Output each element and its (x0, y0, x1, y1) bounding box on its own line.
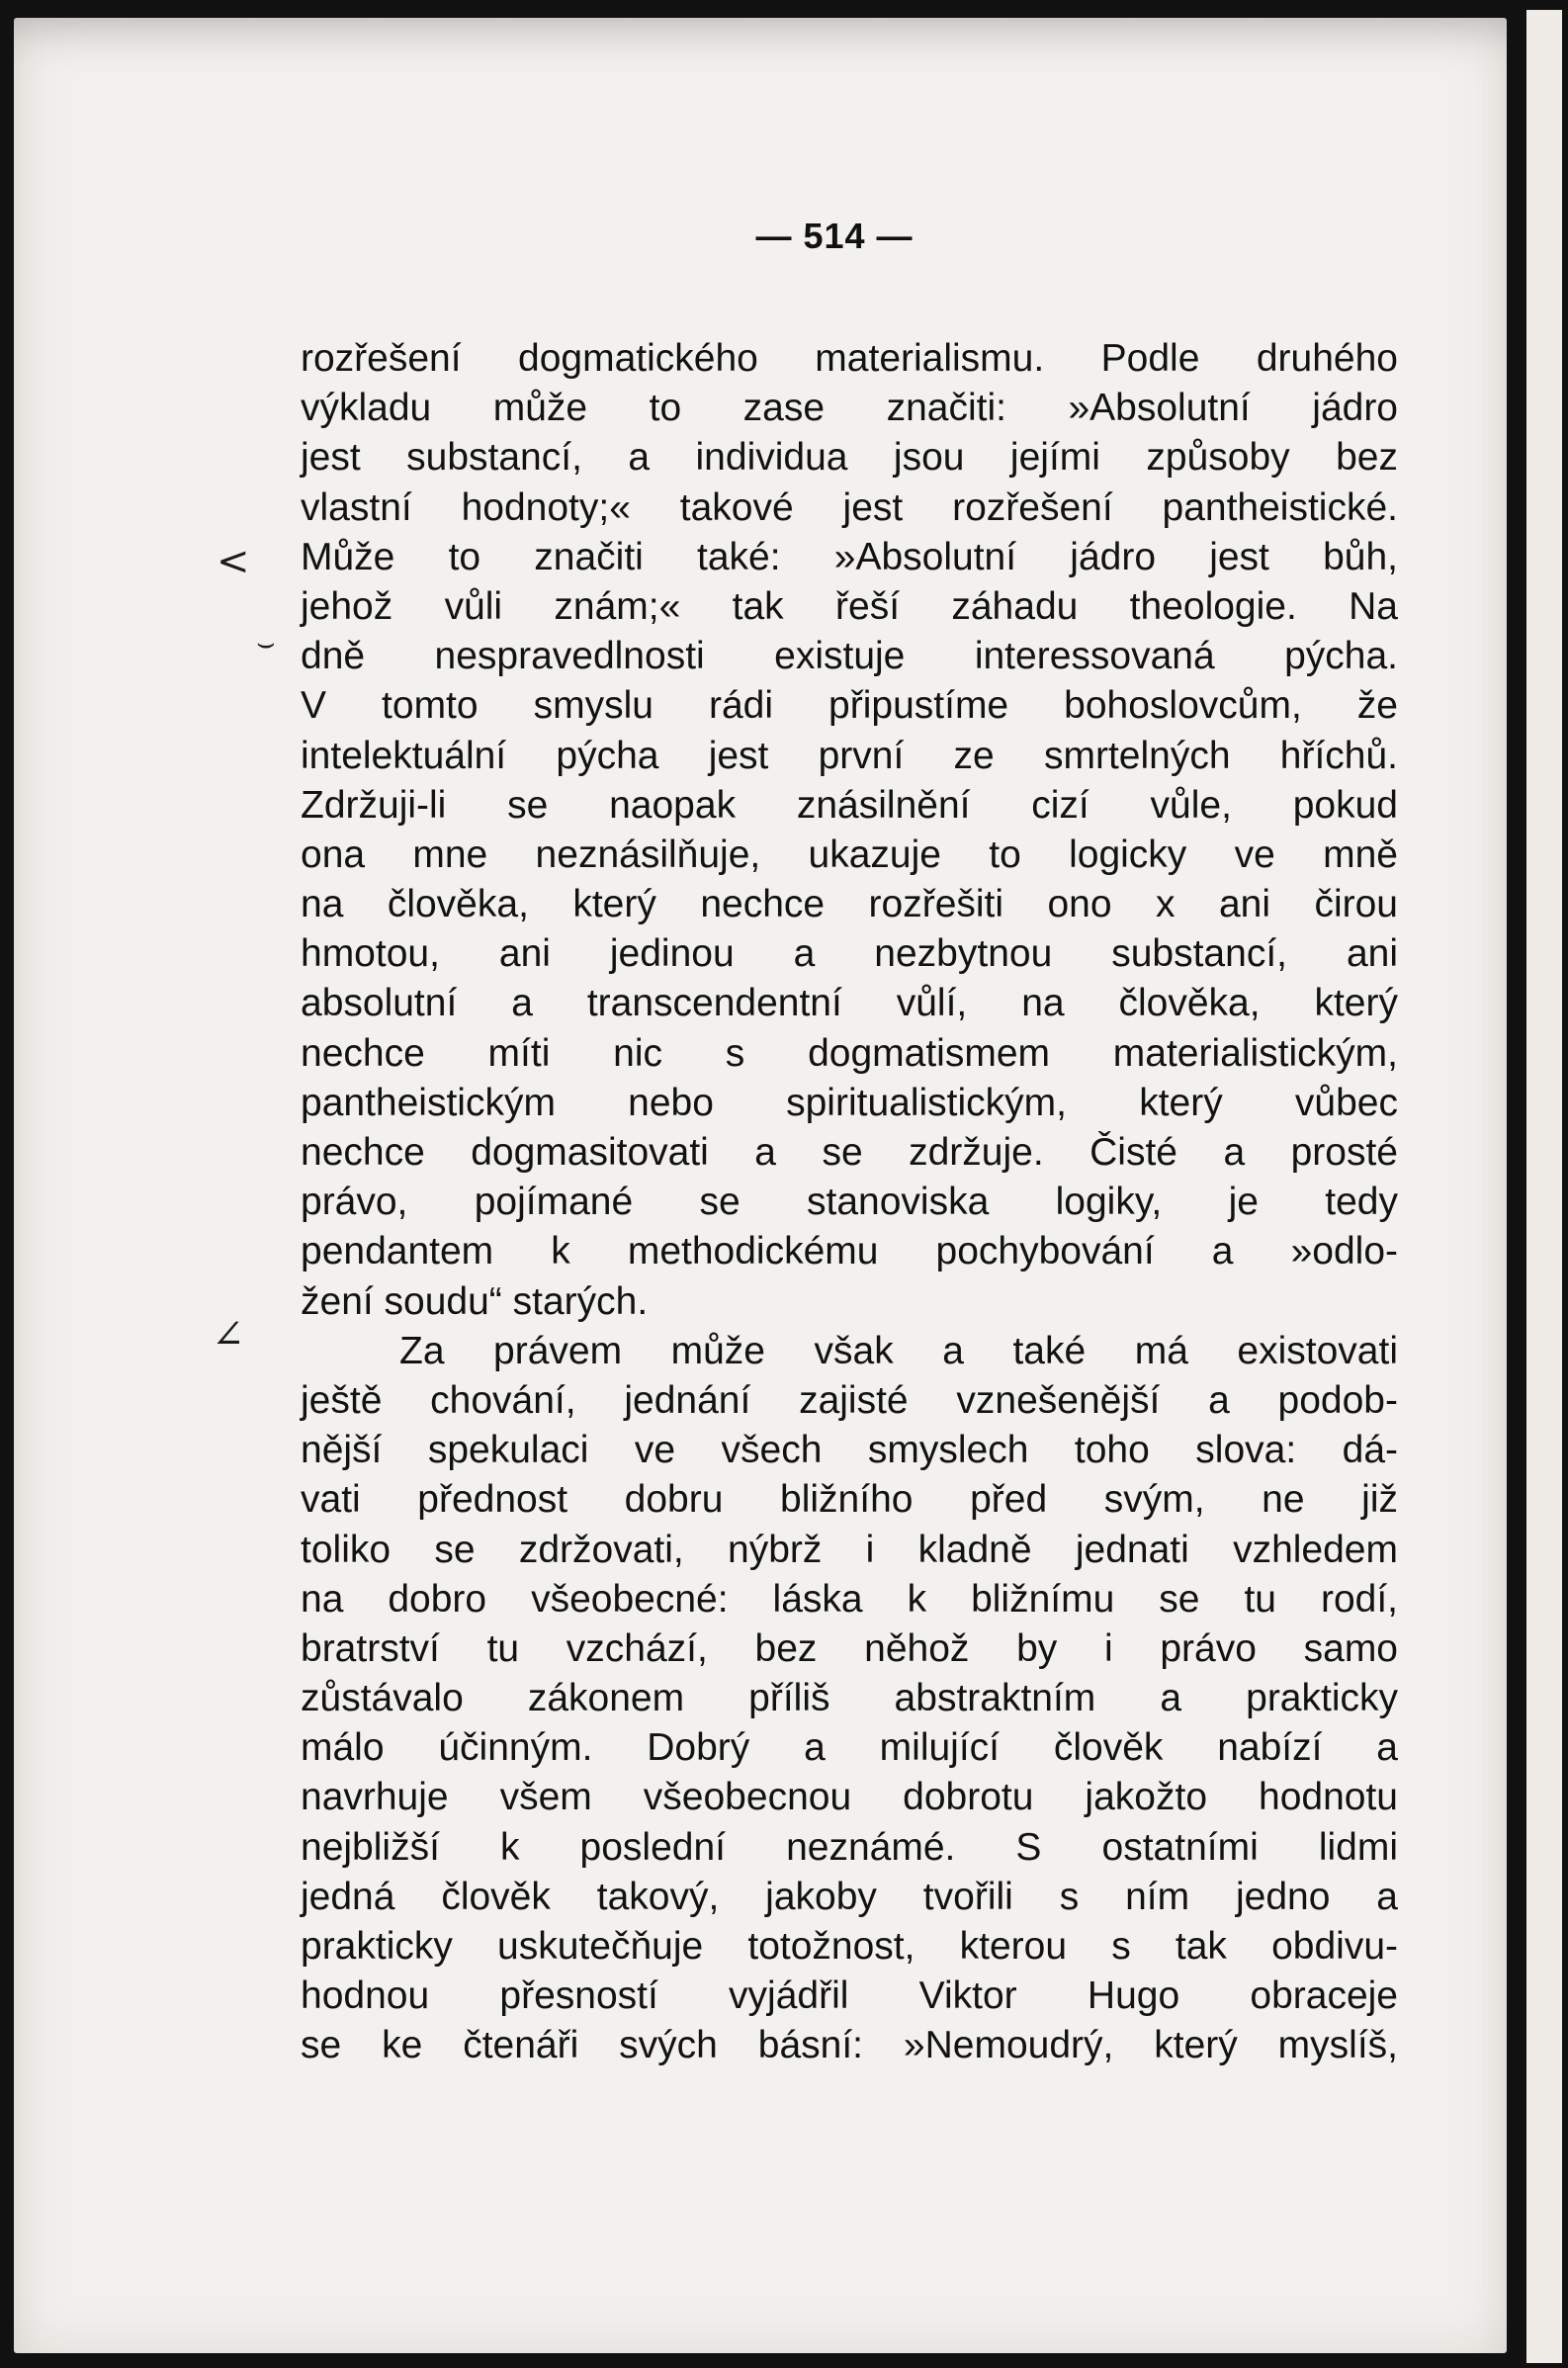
text-line: zůstávalo zákonem příliš abstraktním a prakticky (301, 1677, 1398, 1720)
text-line: prakticky uskutečňuje totožnost, kterou s tak obdivu- (301, 1925, 1398, 1968)
text-line: vlastní hodnoty;« takové jest rozřešení pantheistické. (301, 485, 1398, 529)
text-line: žení soudu“ starých. (301, 1279, 649, 1323)
page-number: — 514 — (755, 216, 914, 256)
text-line: toliko se zdržovati, nýbrž i kladně jednati vzhledem (301, 1528, 1398, 1571)
text-line: absolutní a transcendentní vůlí, na člověka, který (301, 982, 1398, 1025)
book-page (14, 18, 1507, 2353)
text-line: jest substancí, a individua jsou jejími způsoby bez (301, 436, 1398, 480)
adjacent-page-edge (1526, 10, 1562, 2363)
text-line: dně nespravedlnosti existuje interessovaná pýcha. (301, 635, 1398, 678)
text-line: Může to značiti také: »Absolutní jádro jest bůh, (301, 535, 1398, 578)
text-line: právo, pojímané se stanoviska logiky, je tedy (301, 1181, 1398, 1224)
text-line: hmotou, ani jedinou a nezbytnou substancí, ani (301, 932, 1398, 976)
text-line: pendantem k methodickému pochybování a »odlo- (301, 1230, 1398, 1273)
text-line: V tomto smyslu rádi připustíme bohoslovcům, že (301, 684, 1398, 728)
text-line: výkladu může to zase značiti: »Absolutní jádro (301, 387, 1398, 430)
text-line: bratrství tu vzchází, bez něhož by i právo samo (301, 1626, 1398, 1670)
margin-mark-curve: ⌣ (256, 626, 276, 660)
text-line: pantheistickým nebo spiritualistickým, který vůbec (301, 1081, 1398, 1124)
text-line: hodnou přesností vyjádřil Viktor Hugo obraceje (301, 1974, 1398, 2018)
text-line: rozřešení dogmatického materialismu. Podle druhého (301, 337, 1398, 380)
text-line: vati přednost dobru bližního před svým, ne již (301, 1478, 1398, 1522)
text-line: nechce míti nic s dogmatismem materialistickým, (301, 1031, 1398, 1075)
text-line: ještě chování, jednání zajisté vznešenější a podob- (301, 1378, 1398, 1422)
text-line: na dobro všeobecné: láska k bližnímu se tu rodí, (301, 1577, 1398, 1621)
text-line: jedná člověk takový, jakoby tvořili s ním jedno a (301, 1875, 1398, 1918)
text-line: nejbližší k poslední neznámé. S ostatními lidmi (301, 1825, 1398, 1869)
text-line: nechce dogmasitovati a se zdržuje. Čisté a prosté (301, 1131, 1398, 1174)
body-text (301, 334, 1398, 2071)
text-line: Zdržuji-li se naopak znásilnění cizí vůle, pokud (301, 783, 1398, 827)
text-line: intelektuální pýcha jest první ze smrtelných hříchů. (301, 734, 1398, 777)
text-line: ona mne neznásilňuje, ukazuje to logicky ve mně (301, 833, 1398, 876)
margin-mark-angle-1: < (217, 539, 250, 584)
text-line: navrhuje všem všeobecnou dobrotu jakožto hodnotu (301, 1776, 1398, 1819)
text-line: málo účinným. Dobrý a milující člověk nabízí a (301, 1726, 1398, 1770)
text-line: na člověka, který nechce rozřešiti ono x ani čirou (301, 883, 1398, 926)
text-line: se ke čtenáři svých básní: »Nemoudrý, který myslíš, (301, 2024, 1398, 2067)
margin-mark-angle-2: ∠ (212, 1312, 245, 1358)
paragraph-start-line: Za právem může však a také má existovati (399, 1329, 1398, 1372)
text-line: jehož vůli znám;« tak řeší záhadu theologie. Na (301, 584, 1398, 628)
text-line: nější spekulaci ve všech smyslech toho slova: dá- (301, 1429, 1398, 1472)
